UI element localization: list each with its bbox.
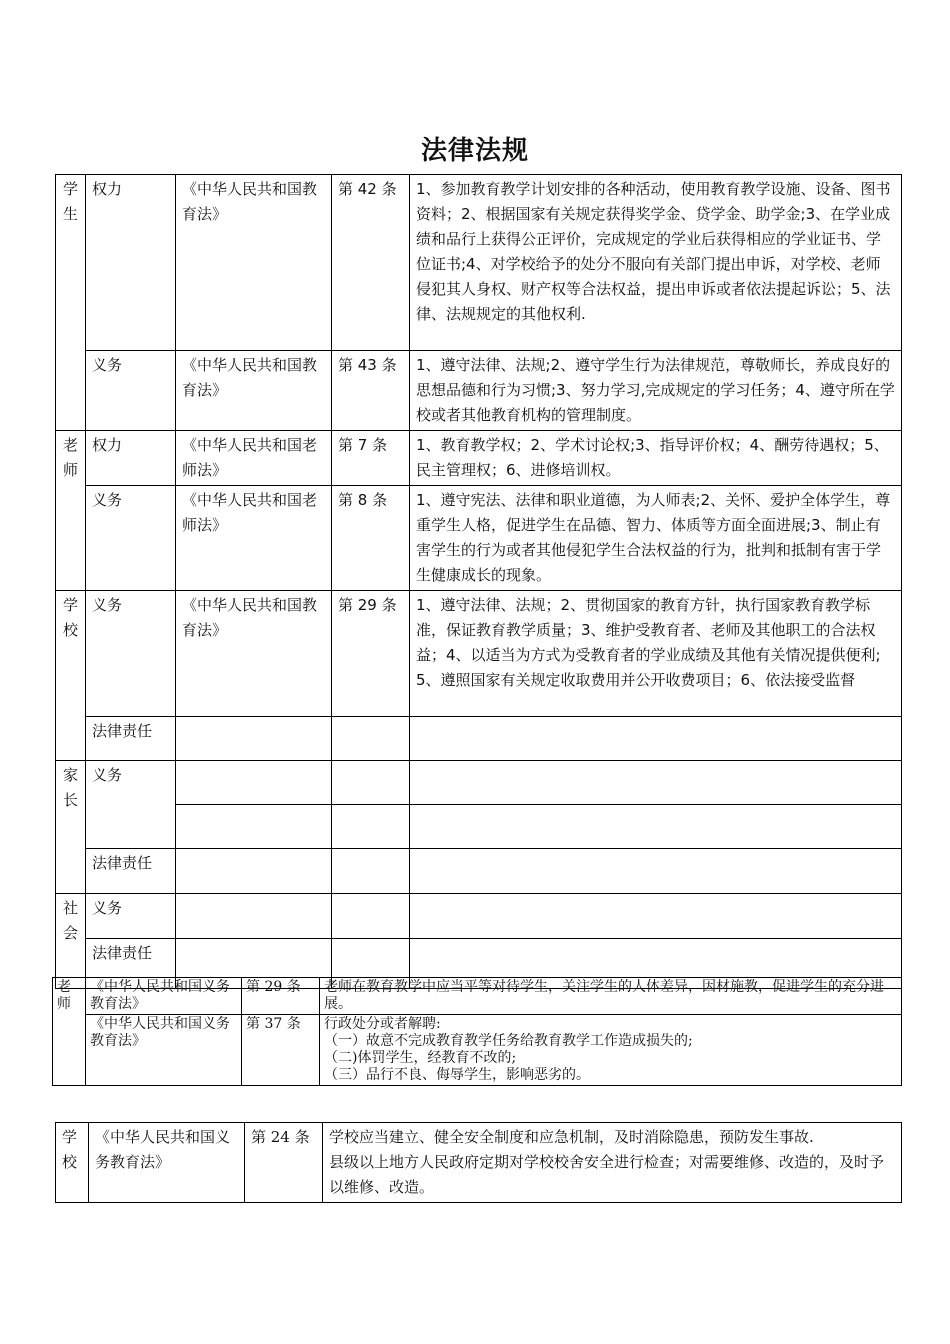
table-row bbox=[53, 1015, 902, 1086]
law-name: 《中华人民共和国教育法》 bbox=[176, 351, 332, 431]
row-type: 义务 bbox=[86, 486, 176, 591]
content-line: 行政处分或者解聘: bbox=[324, 1016, 441, 1032]
table-row bbox=[56, 591, 902, 717]
article-number: 第 7 条 bbox=[332, 431, 410, 486]
category-teacher: 老师 bbox=[53, 978, 86, 1086]
table-row bbox=[56, 486, 902, 591]
article-content: 1、参加教育教学计划安排的各种活动，使用教育教学设施、设备、图书资料；2、根据国家有关规定获得奖学金、贷学金、助学金;3、在学业成绩和品行上获得公正评价，完成规定的学业后获得相应的学业证书、学位证书;4、对学校给予的处分不服向有关部门提出申诉，对学校、老师侵犯其人身权、财产权等合法权益，提出申诉或者依法提起诉讼；5、法律、法规规定的其他权利. bbox=[410, 175, 902, 351]
table-row bbox=[56, 431, 902, 486]
article-content bbox=[410, 849, 902, 894]
row-type: 法律责任 bbox=[86, 939, 176, 989]
content-line: 县级以上地方人民政府定期对学校校舍安全进行检查；对需要维修、改造的，及时予以维修、改造。 bbox=[329, 1153, 885, 1196]
table-row bbox=[56, 717, 902, 761]
law-name bbox=[176, 761, 332, 805]
article-number: 第 43 条 bbox=[332, 351, 410, 431]
article-content bbox=[320, 1015, 902, 1086]
table-row bbox=[56, 351, 902, 431]
compulsory-education-school-table bbox=[55, 1122, 902, 1203]
law-name: 《中华人民共和国义务教育法》 bbox=[86, 1015, 242, 1086]
table-row bbox=[56, 175, 902, 351]
article-number: 第 37 条 bbox=[242, 1015, 320, 1086]
category-parent: 家长 bbox=[56, 761, 86, 894]
row-type: 权力 bbox=[86, 431, 176, 486]
article-content bbox=[410, 805, 902, 849]
article-number bbox=[332, 894, 410, 939]
law-name: 《中华人民共和国义务教育法》 bbox=[86, 978, 242, 1015]
article-content: 1、教育教学权；2、学术讨论权;3、指导评价权；4、酬劳待遇权；5、民主管理权；6、进修培训权。 bbox=[410, 431, 902, 486]
law-name bbox=[176, 894, 332, 939]
category-teacher: 老师 bbox=[56, 431, 86, 591]
page-title: 法律法规 bbox=[420, 136, 529, 166]
law-name: 《中华人民共和国老师法》 bbox=[176, 486, 332, 591]
table-row bbox=[56, 761, 902, 805]
compulsory-education-teacher-table bbox=[52, 977, 902, 1086]
law-name bbox=[176, 805, 332, 849]
article-content bbox=[410, 761, 902, 805]
content-line: （一）故意不完成教育教学任务给教育教学工作造成损失的; bbox=[324, 1033, 693, 1049]
article-number bbox=[332, 849, 410, 894]
row-type: 义务 bbox=[86, 591, 176, 717]
article-content bbox=[320, 978, 902, 1015]
law-name: 《中华人民共和国教育法》 bbox=[176, 591, 332, 717]
article-number bbox=[332, 717, 410, 761]
category-society: 社会 bbox=[56, 894, 86, 989]
category-school: 学校 bbox=[56, 591, 86, 761]
article-content: 1、遵守宪法、法律和职业道德，为人师表;2、关怀、爱护全体学生，尊重学生人格，促进学生在品德、智力、体质等方面全面进展;3、制止有害学生的行为或者其他侵犯学生合法权益的行为，批判和抵制有害于学生健康成长的现象。 bbox=[410, 486, 902, 591]
category-student: 学生 bbox=[56, 175, 86, 431]
row-type: 法律责任 bbox=[86, 849, 176, 894]
row-type: 义务 bbox=[86, 351, 176, 431]
article-number: 第 8 条 bbox=[332, 486, 410, 591]
law-name bbox=[176, 717, 332, 761]
row-type: 义务 bbox=[86, 894, 176, 939]
content-line: （二)体罚学生，经教育不改的; bbox=[324, 1050, 517, 1066]
article-content bbox=[410, 894, 902, 939]
rights-duties-table bbox=[55, 174, 902, 989]
article-content bbox=[323, 1123, 902, 1203]
content-line: （三）品行不良、侮辱学生，影响恶劣的。 bbox=[324, 1067, 590, 1083]
table-row bbox=[56, 1123, 902, 1203]
article-number bbox=[332, 805, 410, 849]
law-name bbox=[176, 849, 332, 894]
row-type: 义务 bbox=[86, 761, 176, 849]
category-school: 学校 bbox=[56, 1123, 89, 1203]
article-content bbox=[410, 717, 902, 761]
article-number bbox=[332, 761, 410, 805]
article-number: 第 24 条 bbox=[245, 1123, 323, 1203]
content-line: 老师在教育教学中应当平等对待学生，关注学生的人体差异，因材施教，促进学生的充分进展。 bbox=[324, 979, 884, 1012]
law-name: 《中华人民共和国义务教育法》 bbox=[89, 1123, 245, 1203]
article-content: 1、遵守法律、法规;2、遵守学生行为法律规范，尊敬师长，养成良好的思想品德和行为习惯;3、努力学习,完成规定的学习任务；4、遵守所在学校或者其他教育机构的管理制度。 bbox=[410, 351, 902, 431]
table-row bbox=[56, 805, 902, 849]
law-name: 《中华人民共和国教育法》 bbox=[176, 175, 332, 351]
article-number: 第 29 条 bbox=[242, 978, 320, 1015]
row-type: 法律责任 bbox=[86, 717, 176, 761]
article-number: 第 29 条 bbox=[332, 591, 410, 717]
law-name: 《中华人民共和国老师法》 bbox=[176, 431, 332, 486]
table-row bbox=[56, 849, 902, 894]
row-type: 权力 bbox=[86, 175, 176, 351]
table-row bbox=[53, 978, 902, 1015]
content-line: 学校应当建立、健全安全制度和应急机制，及时消除隐患，预防发生事故. bbox=[329, 1128, 814, 1146]
article-number: 第 42 条 bbox=[332, 175, 410, 351]
article-content: 1、遵守法律、法规；2、贯彻国家的教育方针，执行国家教育教学标准，保证教育教学质量；3、维护受教育者、老师及其他职工的合法权益；4、以适当为方式为受教育者的学业成绩及其他有关情况提供便利;5、遵照国家有关规定收取费用并公开收费项目；6、依法接受监督 bbox=[410, 591, 902, 717]
table-row bbox=[56, 894, 902, 939]
